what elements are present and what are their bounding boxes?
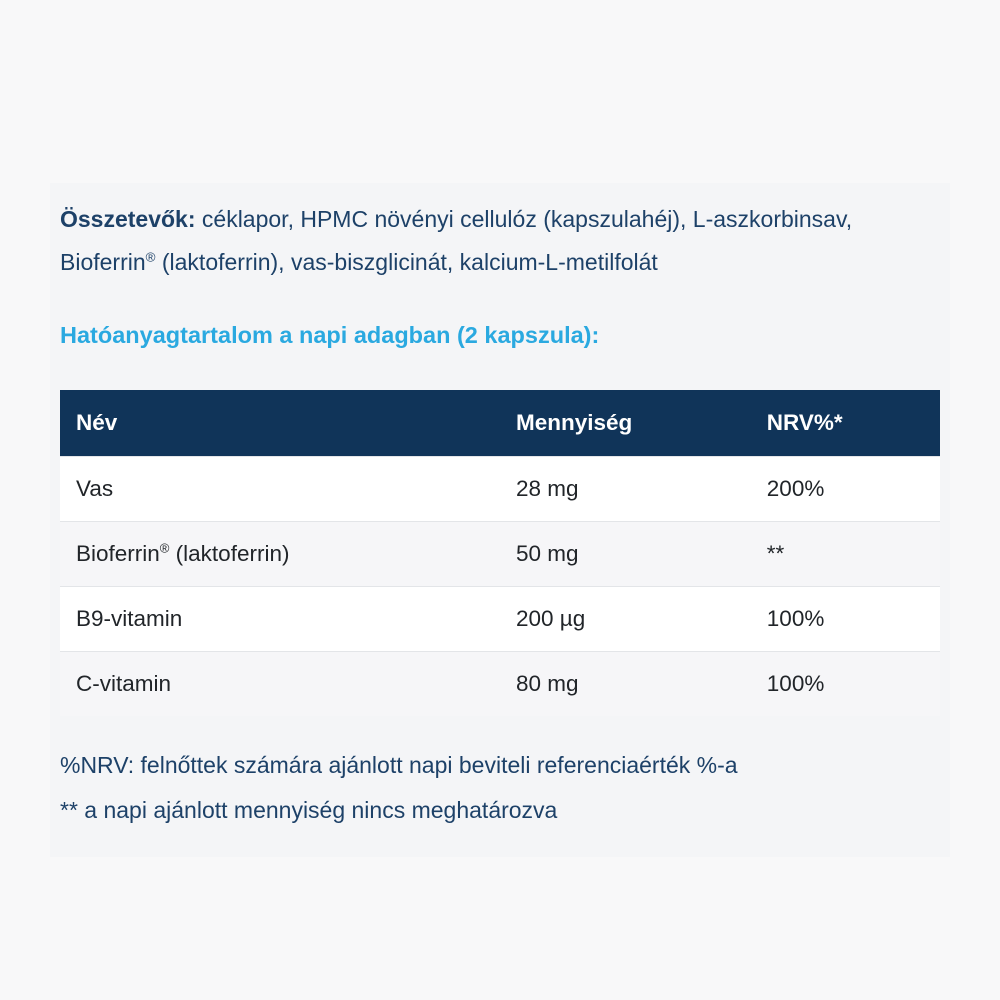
nutrition-table-header — [60, 390, 940, 456]
registered-trademark-symbol: ® — [145, 249, 156, 265]
ingredients-label: Összetevők: — [60, 206, 196, 232]
cell-nrv: 100% — [751, 651, 940, 716]
cell-name: Bioferrin® (laktoferrin) — [60, 521, 500, 586]
column-header-quantity: Mennyiség — [500, 390, 751, 456]
nutrition-table-body — [60, 456, 940, 716]
table-row — [60, 521, 940, 586]
ingredients-text-1: céklapor, HPMC növényi cellulóz (kapszulahéj), L-aszkorbinsav, Bioferrin — [60, 206, 853, 275]
cell-name: B9-vitamin — [60, 586, 500, 651]
ingredients-text-2: (laktoferrin), vas-biszglicinát, kalcium-L-metilfolát — [155, 249, 658, 275]
table-header-row — [60, 390, 940, 456]
cell-quantity: 200 µg — [500, 586, 751, 651]
cell-name: C-vitamin — [60, 651, 500, 716]
supplement-facts-card — [50, 183, 950, 857]
cell-quantity: 50 mg — [500, 521, 751, 586]
active-ingredients-heading: Hatóanyagtartalom a napi adagban (2 kapszula): — [60, 322, 600, 348]
cell-quantity: 80 mg — [500, 651, 751, 716]
daily-amount-footnote: ** a napi ajánlott mennyiség nincs meghatározva — [60, 797, 558, 823]
cell-nrv: 200% — [751, 456, 940, 521]
table-row — [60, 651, 940, 716]
ingredients-paragraph — [60, 198, 940, 284]
cell-nrv: ** — [751, 521, 940, 586]
nrv-footnote: %NRV: felnőttek számára ajánlott napi beviteli referenciaérték %-a — [60, 752, 738, 778]
footnotes — [60, 743, 940, 833]
table-row — [60, 456, 940, 521]
registered-trademark-symbol: ® — [159, 540, 170, 555]
table-row — [60, 586, 940, 651]
cell-name: Vas — [60, 456, 500, 521]
cell-nrv: 100% — [751, 586, 940, 651]
nutrition-table — [60, 390, 940, 716]
column-header-nrv: NRV%* — [751, 390, 940, 456]
cell-quantity: 28 mg — [500, 456, 751, 521]
column-header-name: Név — [60, 390, 500, 456]
